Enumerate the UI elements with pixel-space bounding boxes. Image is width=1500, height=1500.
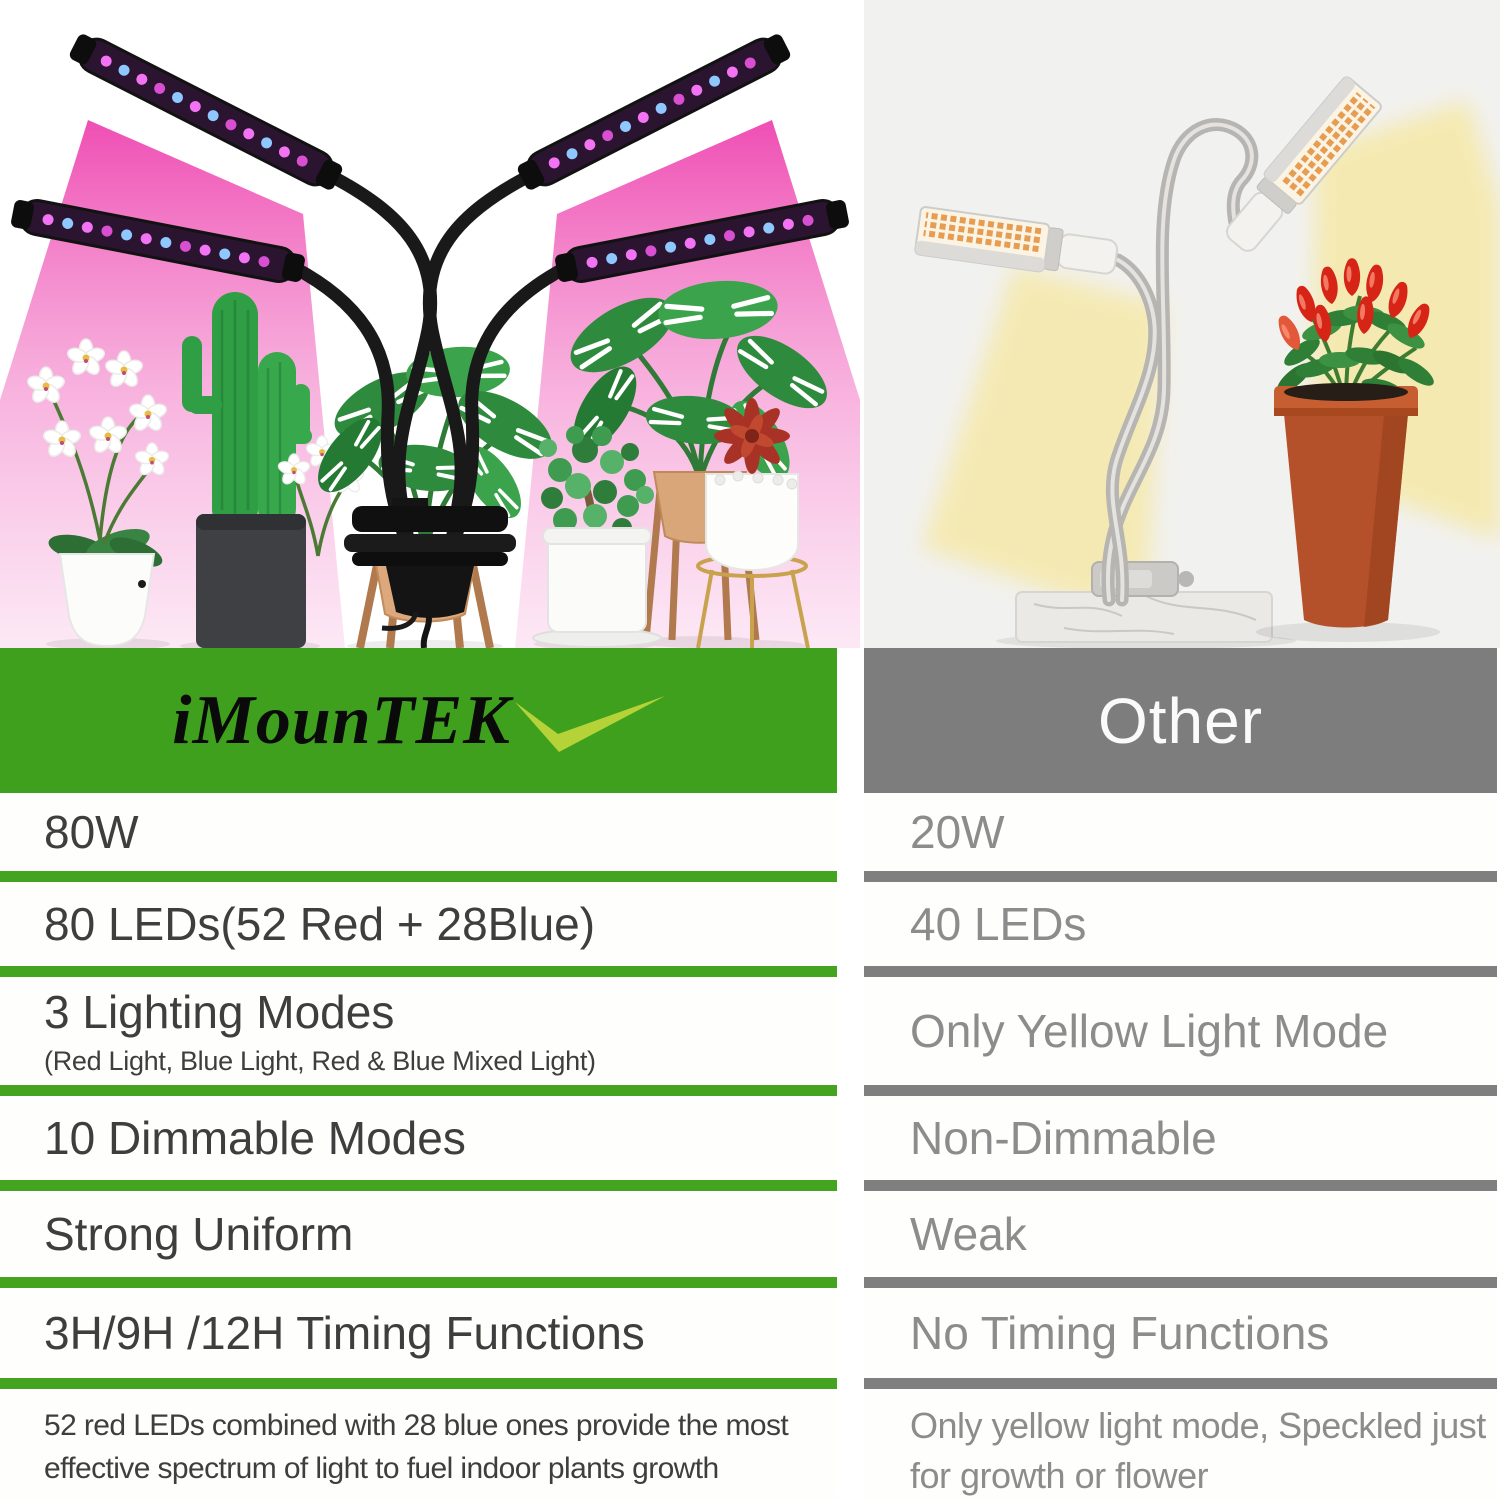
divider-gray [864, 871, 1497, 882]
spec-timing-brand [0, 1288, 837, 1378]
divider-gray [864, 1085, 1497, 1096]
other-header [864, 648, 1497, 793]
spec-wattage-brand-value: 80W [44, 806, 139, 858]
divider-gray [864, 966, 1497, 977]
spec-timing-other-value: No Timing Functions [910, 1307, 1330, 1359]
clamp [344, 498, 516, 648]
spec-dimming-brand-value: 10 Dimmable Modes [44, 1112, 466, 1164]
spec-leds-brand [0, 882, 837, 966]
spec-modes-brand-detail: (Red Light, Blue Light, Red & Blue Mixed Light) [44, 1046, 596, 1076]
brand-logo: iMounTEK [172, 681, 511, 759]
spec-leds-other [864, 882, 1497, 966]
spec-strength-other [864, 1191, 1497, 1277]
divider-green [0, 871, 837, 882]
divider-green [0, 1378, 837, 1389]
divider-green [0, 1085, 837, 1096]
spec-dimming-other [864, 1096, 1497, 1180]
spec-modes-other [864, 977, 1497, 1085]
divider-green [0, 966, 837, 977]
spec-modes-other-value: Only Yellow Light Mode [910, 1005, 1389, 1057]
other-product-photo [864, 0, 1500, 648]
brand-note [0, 1389, 837, 1500]
divider-green [0, 1180, 837, 1191]
brand-column [0, 648, 837, 1500]
spec-leds-brand-value: 80 LEDs(52 Red + 28Blue) [44, 898, 596, 950]
other-header-label: Other [1097, 684, 1264, 757]
other-column [864, 648, 1497, 1500]
brand-checkmark-icon [515, 694, 665, 754]
other-lamp-illustration [864, 0, 1500, 648]
spec-timing-brand-value: 3H/9H /12H Timing Functions [44, 1307, 645, 1359]
spec-strength-brand-value: Strong Uniform [44, 1208, 354, 1260]
spec-modes-brand [0, 977, 837, 1085]
other-note [864, 1389, 1497, 1500]
other-note-text: Only yellow light mode, Speckled just for growth or flower [910, 1405, 1486, 1496]
grow-light-illustration [0, 0, 860, 648]
divider-gray [864, 1378, 1497, 1389]
spec-timing-other [864, 1288, 1497, 1378]
brand-header [0, 648, 837, 793]
brand-product-photo [0, 0, 860, 648]
spec-strength-brand [0, 1191, 837, 1277]
divider-gray [864, 1277, 1497, 1288]
spec-dimming-brand [0, 1096, 837, 1180]
spec-leds-other-value: 40 LEDs [910, 898, 1087, 950]
brand-note-text: 52 red LEDs combined with 28 blue ones provide the most effective spectrum of light to fuel indoor plants growth [44, 1409, 789, 1485]
divider-green [0, 1277, 837, 1288]
divider-gray [864, 1180, 1497, 1191]
spec-dimming-other-value: Non-Dimmable [910, 1112, 1217, 1164]
spec-wattage-other-value: 20W [910, 806, 1005, 858]
spec-wattage-other [864, 793, 1497, 871]
spec-wattage-brand [0, 793, 837, 871]
spec-strength-other-value: Weak [910, 1208, 1027, 1260]
spec-modes-brand-value: 3 Lighting Modes [44, 986, 395, 1038]
